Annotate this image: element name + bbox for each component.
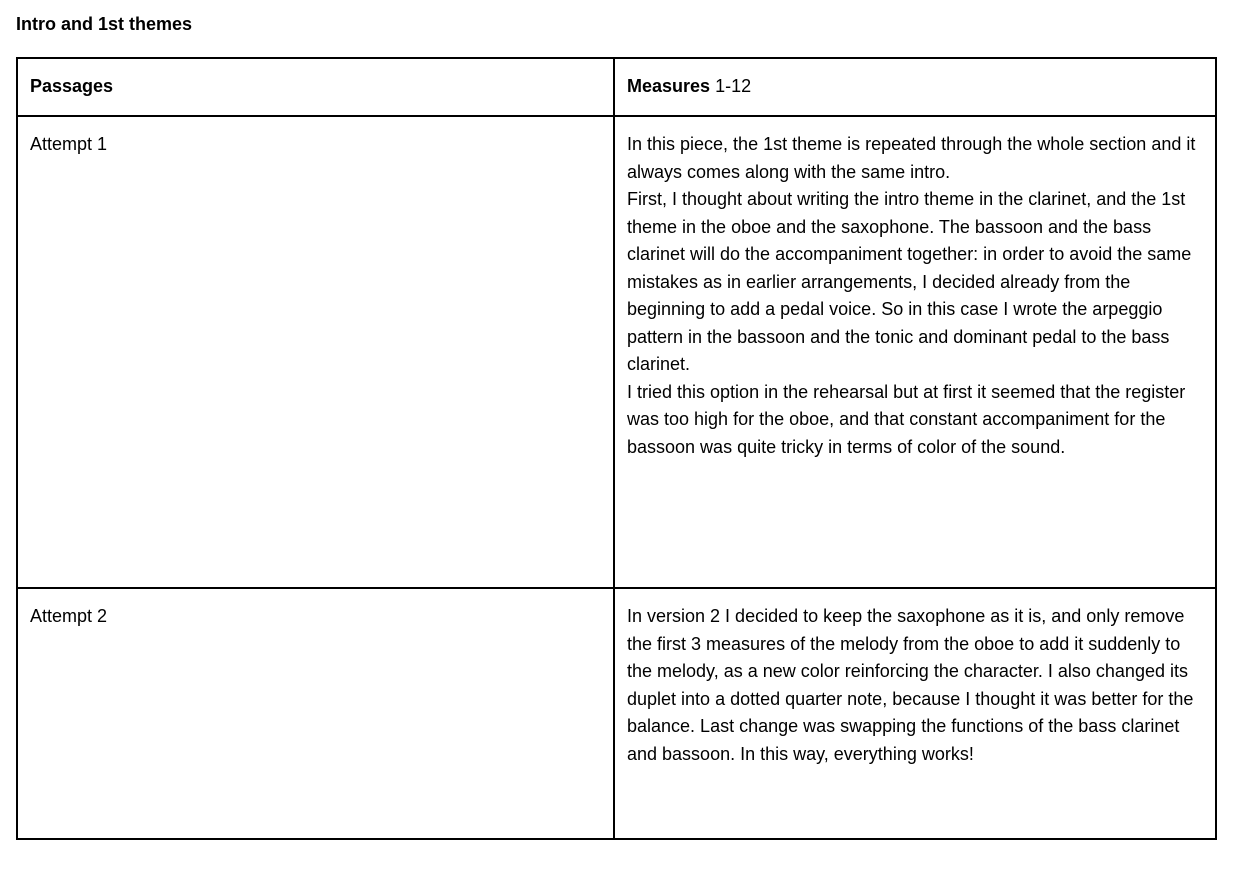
attempt-1-description-cell [614, 116, 1216, 588]
measures-header-label: Measures [627, 76, 711, 96]
passages-table [16, 57, 1217, 840]
paragraph: First, I thought about writing the intro theme in the clarinet, and the 1st theme in the oboe and the saxophone. The bassoon and the bass clarinet will do the accompaniment together: in order to avoid the same mistakes as in earlier arrangements, I decided already from the beginning to add a pedal voice. So in this case I wrote the arpeggio pattern in the bassoon and the tonic and dominant pedal to the bass clarinet. [627, 189, 1192, 374]
header-cell-measures [614, 58, 1216, 116]
paragraph: I tried this option in the rehearsal but at first it seemed that the register was too high for the oboe, and that constant accompaniment for the bassoon was quite tricky in terms of color of the sound. [627, 381, 1186, 457]
table-header-row [17, 58, 1216, 116]
measures-header-value: 1-12 [710, 76, 752, 96]
attempt-2-description-cell [614, 588, 1216, 839]
attempt-2-label: Attempt 2 [30, 606, 108, 626]
passages-header-label: Passages [30, 76, 114, 96]
section-title: Intro and 1st themes [16, 14, 193, 34]
header-cell-passages [17, 58, 614, 116]
attempt-1-label: Attempt 1 [30, 134, 108, 154]
table-row-attempt-1 [17, 116, 1216, 588]
attempt-2-label-cell [17, 588, 614, 839]
attempt-1-label-cell [17, 116, 614, 588]
paragraph: In this piece, the 1st theme is repeated through the whole section and it always comes along with the same intro. [627, 134, 1196, 182]
table-row-attempt-2 [17, 588, 1216, 839]
paragraph: In version 2 I decided to keep the saxophone as it is, and only remove the first 3 measures of the melody from the oboe to add it suddenly to the melody, as a new color reinforcing the character. I also changed its duplet into a dotted quarter note, because I thought it was better for the balance. Last change was swapping the functions of the bass clarinet and bassoon. In this way, everything works! [627, 606, 1194, 764]
